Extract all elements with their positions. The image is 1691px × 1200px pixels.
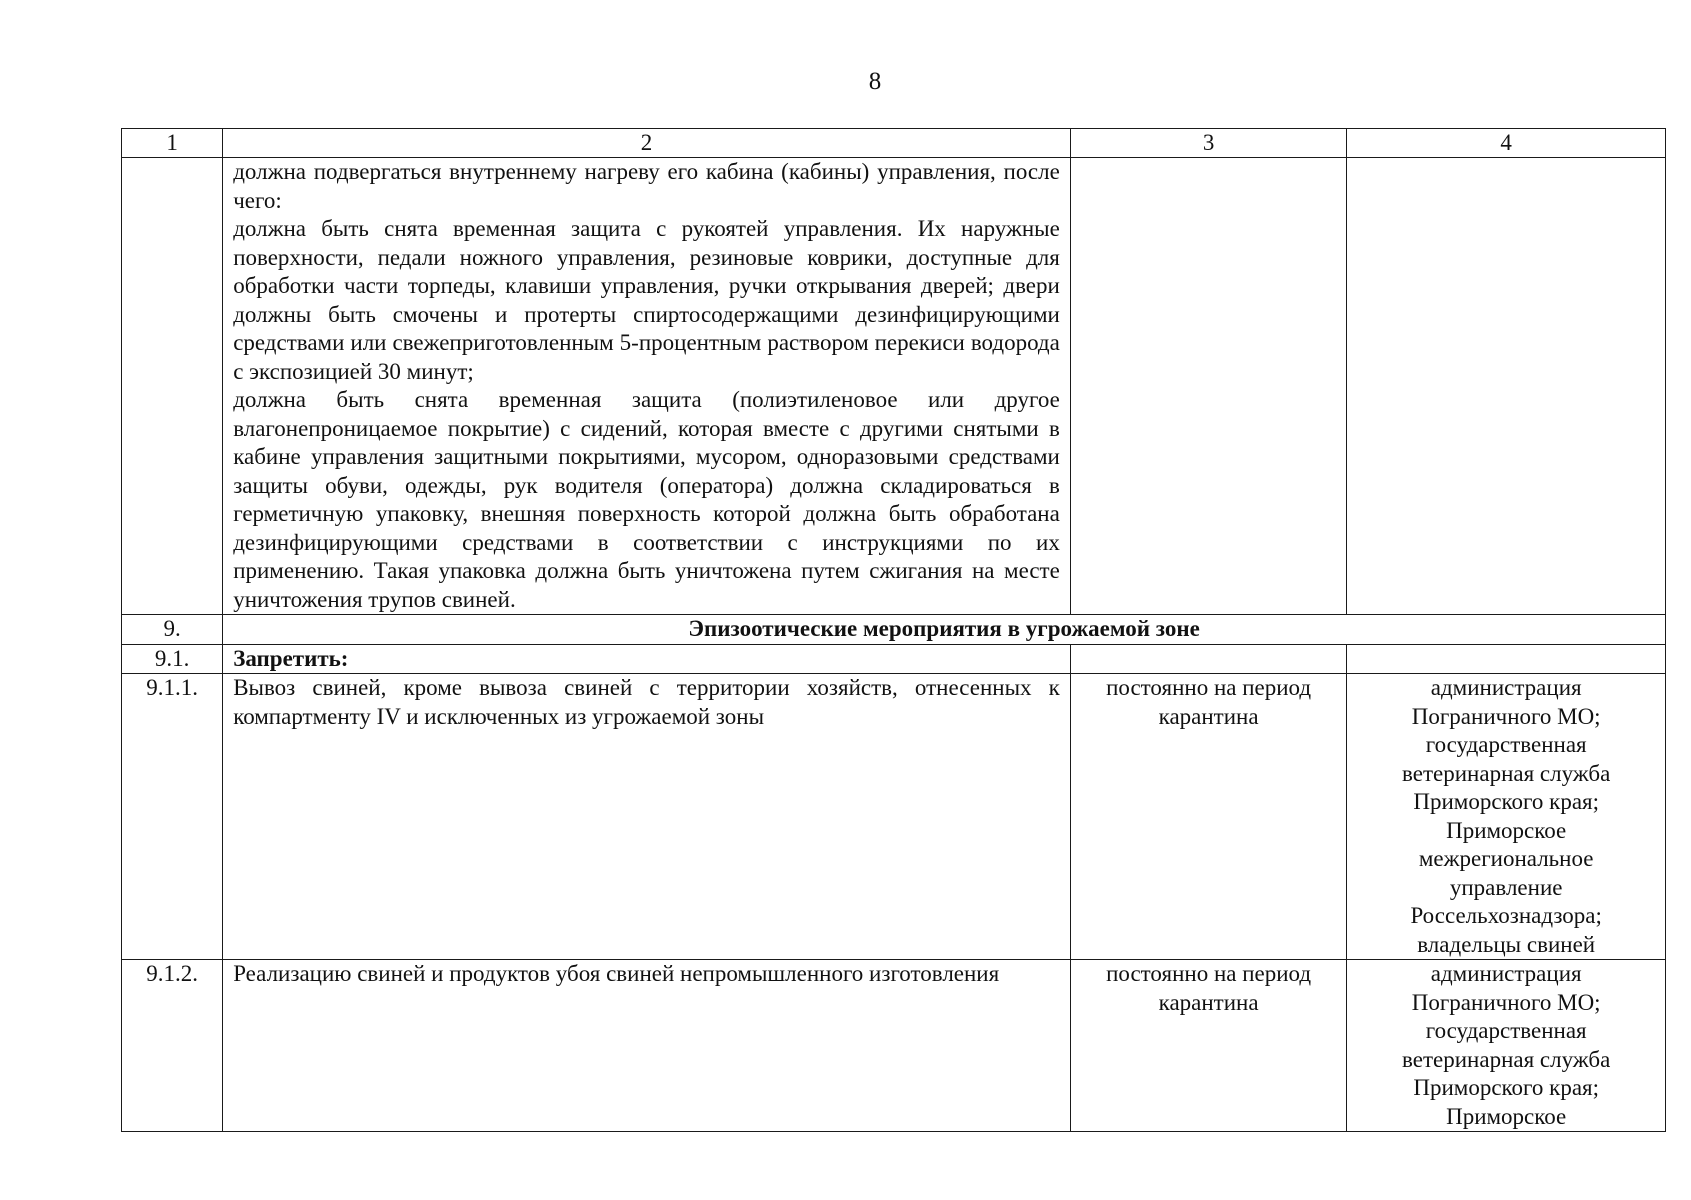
responsible-line: межрегиональное [1418,846,1594,871]
subsection-deadline-cell [1070,644,1347,674]
responsible-line: государственная [1425,732,1587,757]
subsection-responsible-cell [1347,644,1666,674]
deadline-line: карантина [1158,703,1259,729]
responsible-line: ветеринарная служба [1402,1046,1611,1072]
responsible-line: Приморского края; [1413,1075,1599,1100]
responsible-line: Приморское [1446,1103,1567,1129]
continuation-deadline-cell [1070,158,1347,615]
deadline-line: карантина [1158,989,1259,1015]
responsible-line: Россельхознадзора; [1410,903,1602,928]
table-row [122,674,1666,960]
header-col-3: 3 [1070,129,1347,158]
subsection-title: Запретить: [223,644,1071,674]
deadline-line: постоянно на период [1106,675,1312,700]
header-col-2: 2 [223,129,1071,158]
row-measure: Реализацию свиней и продуктов убоя свиней непромышленного изготовления [233,961,1000,986]
responsible-line: владельцы свиней [1417,931,1596,957]
continuation-number-cell [122,158,223,615]
row-number: 9.1.2. [122,960,223,1132]
responsible-line: Пограничного МО; [1411,703,1601,729]
responsible-line: Пограничного МО; [1411,989,1601,1015]
responsible-line: администрация [1430,961,1582,986]
continuation-paragraph: должна быть снята временная защита с рукоятей управления. Их наружные поверхности, педали ножного управления, резиновые коврики, доступные для обработки части торпеды, клавиши управления, ручки открывания дверей; двери должны быть смочены и протерты спиртосодержащими дезинфицирующими средствами или свежеприготовленным 5-процентным раствором перекиси водорода с экспозицией 30 минут; [233,216,1060,384]
responsible-line: администрация [1430,675,1582,700]
table-row [122,960,1666,1132]
responsible-line: государственная [1425,1018,1587,1043]
deadline-line: постоянно на период [1106,961,1312,986]
header-col-4: 4 [1347,129,1666,158]
continuation-paragraph: должна быть снята временная защита (полиэтиленовое или другое влагонепроницаемое покрытие) с сидений, которая вместе с другими снятыми в кабине управления защитными покрытиями, мусором, одноразовыми средствами защиты обуви, одежды, рук водителя (оператора) должна складироваться в герметичную упаковку, внешняя поверхность которой должна быть обработана дезинфицирующими средствами в соответствии с инструкциями по их применению. Такая упаковка должна быть уничтожена путем сжигания на месте уничтожения трупов свиней. [233,387,1060,612]
row-measure-cell [223,960,1071,1132]
responsible-line: Приморского края; [1413,789,1599,814]
continuation-text-cell [223,158,1071,615]
section-row [122,615,1666,645]
row-measure-cell [223,674,1071,960]
subsection-row [122,644,1666,674]
section-number: 9. [122,615,223,645]
continuation-paragraph: должна подвергаться внутреннему нагреву его кабина (кабины) управления, после чего: [233,159,1060,213]
responsible-line: ветеринарная служба [1402,760,1611,786]
row-responsible [1347,674,1666,960]
subsection-number: 9.1. [122,644,223,674]
row-measure: Вывоз свиней, кроме вывоза свиней с территории хозяйств, отнесенных к компартменту IV и исключенных из угрожаемой зоны [233,675,1060,729]
responsible-line: управление [1449,874,1563,900]
row-responsible [1347,960,1666,1132]
row-deadline [1070,674,1347,960]
table-header-row [122,129,1666,158]
measures-table [121,128,1666,1132]
section-title: Эпизоотические мероприятия в угрожаемой зоне [223,615,1666,645]
responsible-line: Приморское [1446,817,1567,843]
page-number: 8 [868,68,882,95]
row-number: 9.1.1. [122,674,223,960]
continuation-responsible-cell [1347,158,1666,615]
header-col-1: 1 [122,129,223,158]
continuation-row [122,158,1666,615]
row-deadline [1070,960,1347,1132]
